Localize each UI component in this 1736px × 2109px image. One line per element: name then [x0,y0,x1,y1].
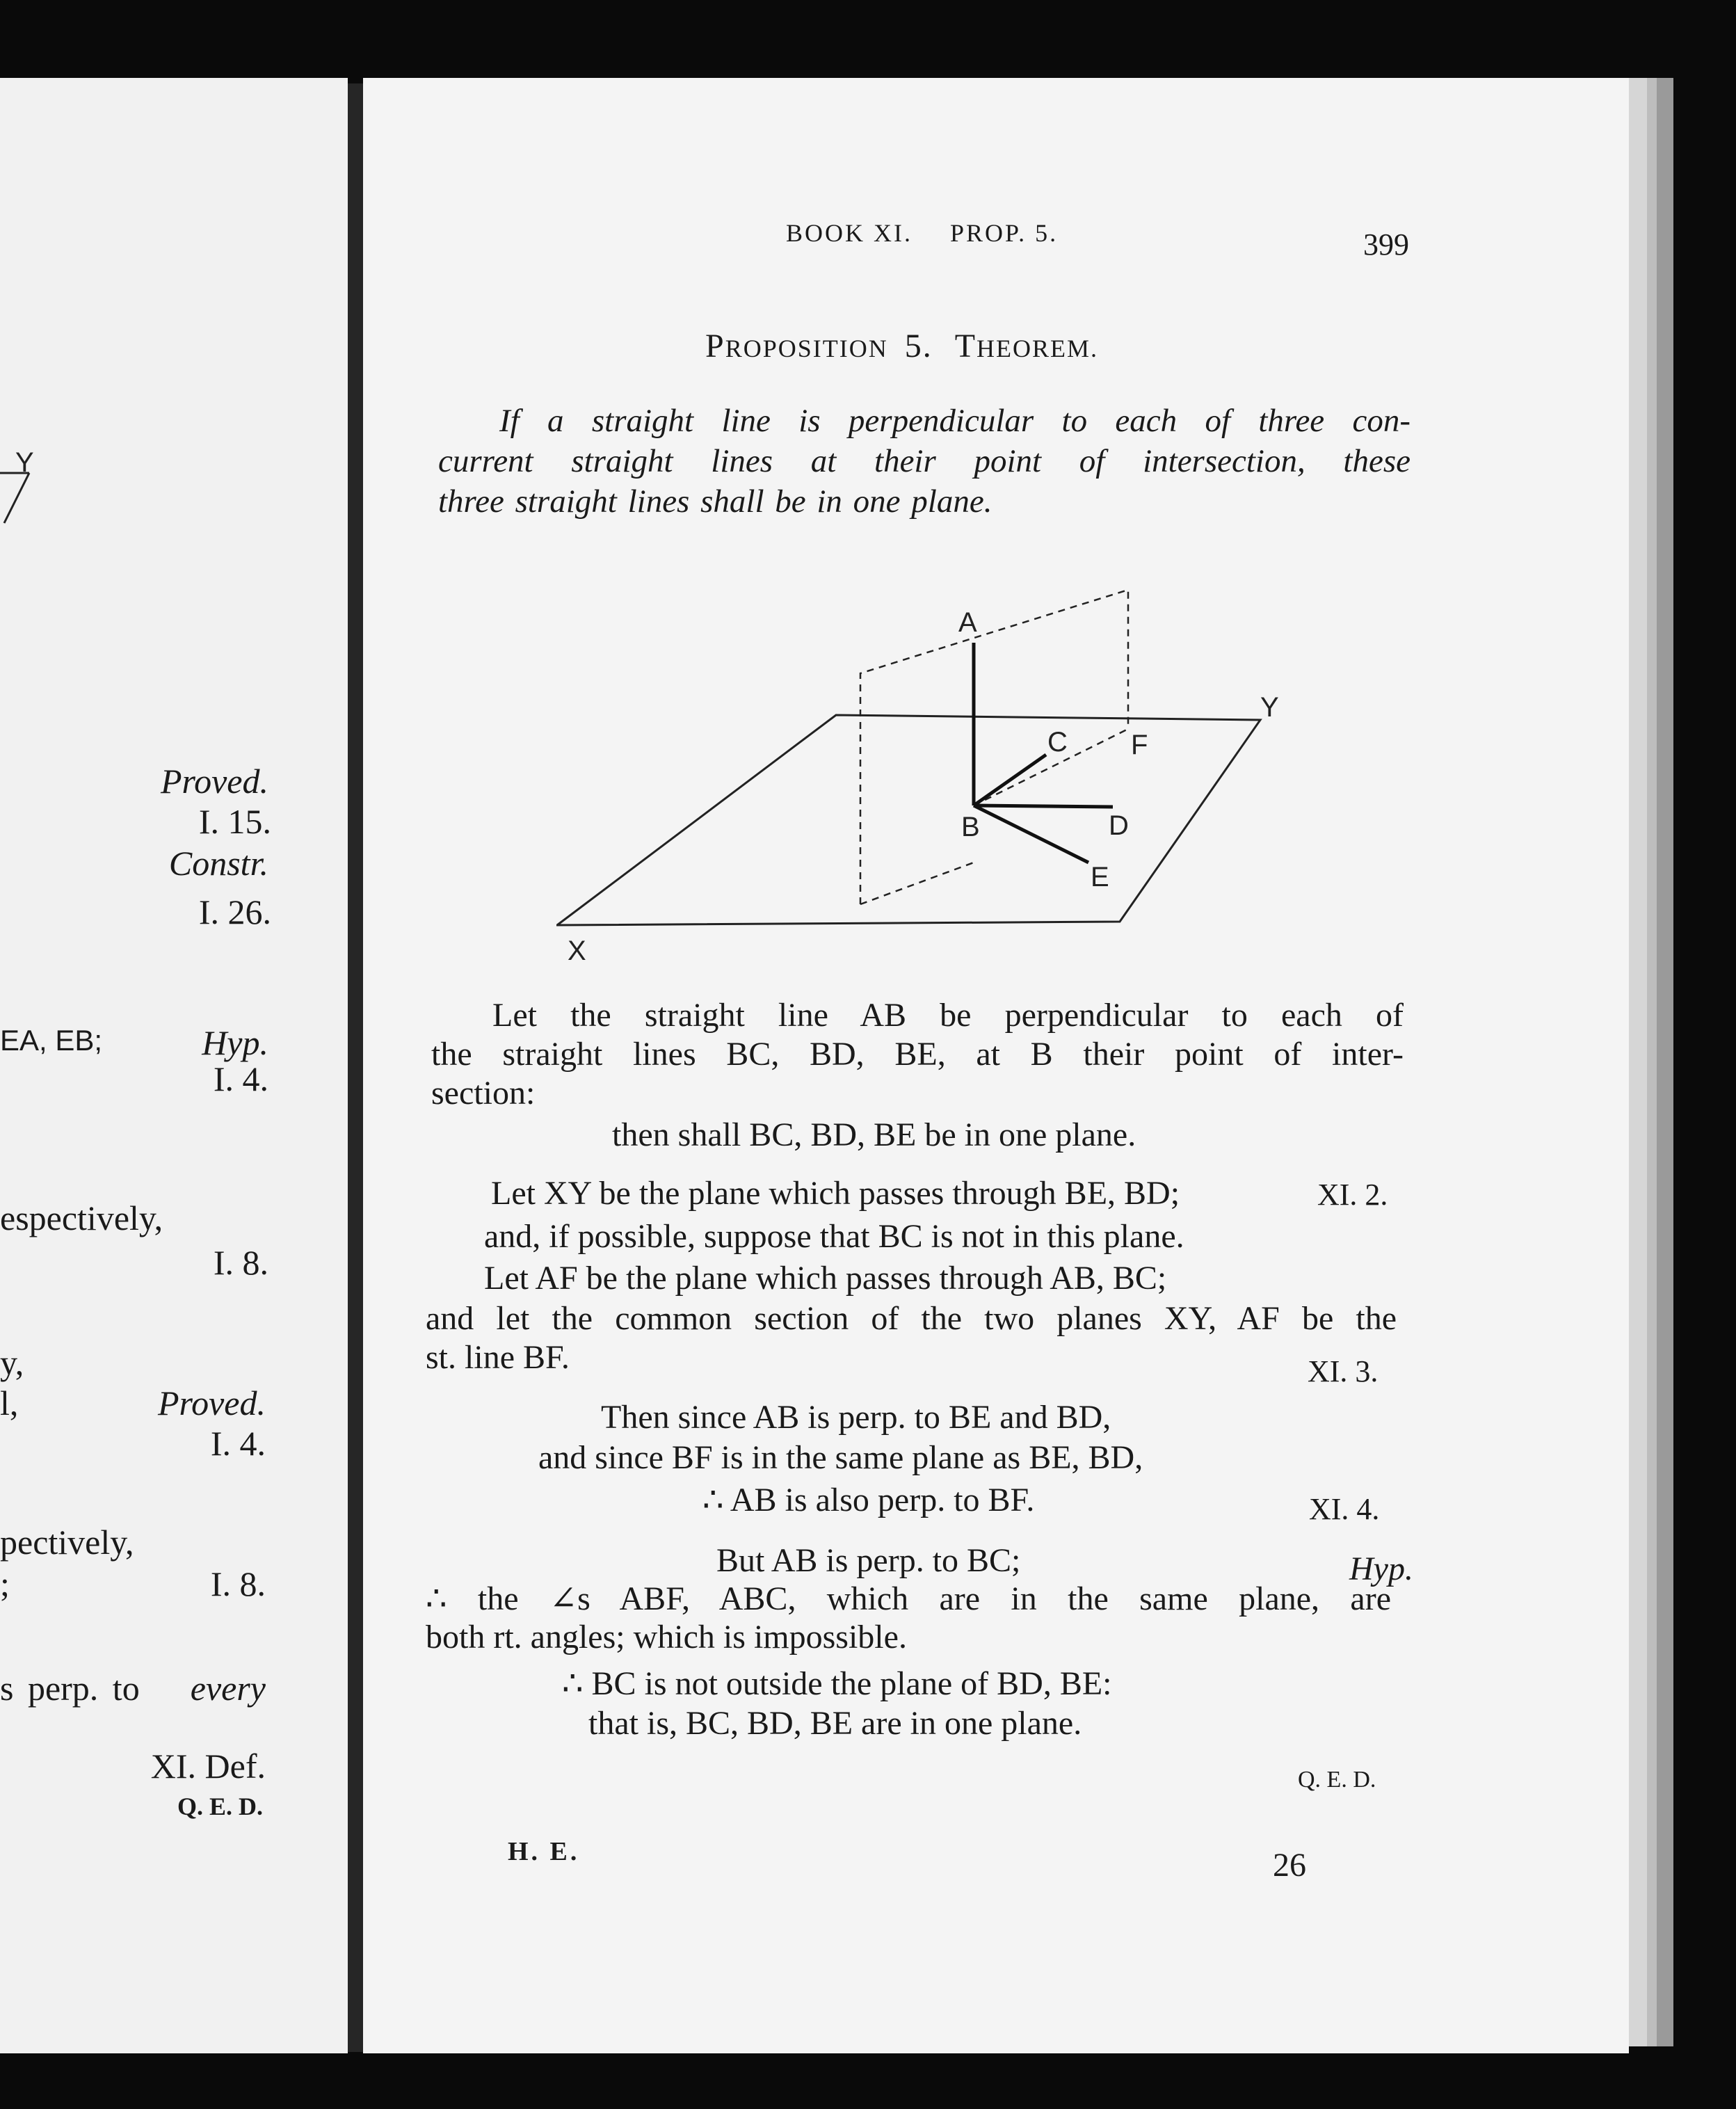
margin-note: I. 4. [210,1424,266,1463]
label-b: B [961,812,980,842]
reference: XI. 3. [1308,1354,1379,1388]
body-line: ∴ BC is not outside the plane of BD, BE: [562,1665,1112,1702]
left-text-fragment: EA, EB; [0,1024,103,1057]
plane-af [860,590,1128,904]
body-line: and let the common section of the two planes XY, AF be the [426,1300,1397,1337]
title-word: ROPOSITION [725,335,888,362]
body-line: Then since AB is perp. to BE and BD, [601,1399,1111,1436]
left-text-fragment: ; [0,1564,10,1603]
margin-note: I. 15. [198,802,271,841]
margin-note: Proved. [157,1384,266,1422]
margin-note: I. 4. [213,1059,268,1098]
margin-note: I. 26. [198,892,271,931]
page-edges [1647,78,1657,2046]
margin-note: Hyp. [202,1023,268,1062]
body-line: and, if possible, suppose that BC is not in this plane. [484,1218,1184,1255]
enunciation-line: If a straight line is perpendicular to each of three con- [499,403,1410,439]
body-line: But AB is perp. to BC; [716,1542,1021,1579]
reference: XI. 4. [1309,1492,1380,1526]
margin-note: Proved. [160,762,268,801]
running-header-book: BOOK XI. [786,219,913,247]
reference: XI. 2. [1317,1178,1388,1212]
left-figure-fragment [0,445,63,529]
title-number: 5. [904,328,933,364]
body-line: that is, BC, BD, BE are in one plane. [588,1705,1082,1742]
title-kind: HEOREM. [976,335,1099,362]
body-line: Let XY be the plane which passes through BE, BD; [491,1175,1180,1212]
label-y: Y [1260,692,1279,723]
body-line: the straight lines BC, BD, BE, at B their point of inter- [431,1036,1404,1073]
line-be [974,805,1088,863]
title-kind-initial: T [954,328,977,364]
left-text-fragment: y, [0,1343,24,1382]
line-bc [974,755,1046,805]
page-edges [1629,78,1647,2046]
margin-note: I. 8. [210,1564,266,1603]
page-edges [1657,78,1673,2046]
signature-mark: H. E. [508,1837,580,1866]
enunciation-line: three straight lines shall be in one plane. [438,483,992,520]
sheet-number: 26 [1273,1847,1306,1884]
label-d: D [1109,810,1129,841]
plane-xy [557,715,1260,925]
margin-note: Constr. [168,844,268,883]
left-text-fragment: l, [0,1384,19,1422]
running-header-prop: PROP. 5. [950,219,1059,247]
body-line: st. line BF. [426,1339,570,1376]
left-qed: Q. E. D. [177,1793,263,1820]
left-text-fragment: every [190,1669,266,1708]
enunciation-line: current straight lines at their point of intersection, these [438,443,1410,479]
page-number: 399 [1363,227,1409,262]
label-a: A [958,607,977,638]
body-line: then shall BC, BD, BE be in one plane. [612,1116,1136,1153]
title-initial: P [705,328,725,364]
section-lower [860,863,974,904]
label-e: E [1091,862,1109,892]
label-x: X [568,936,586,966]
qed: Q. E. D. [1298,1767,1376,1793]
margin-note: I. 8. [213,1243,268,1282]
body-line: ∴ the ∠s ABF, ABC, which are in the same plane, are [426,1580,1391,1617]
label-f: F [1131,730,1148,760]
left-figure-label-y: Y [15,447,34,478]
proposition-title [705,327,1098,365]
reference: Hyp. [1349,1550,1413,1587]
body-line: ∴ AB is also perp. to BF. [702,1482,1035,1518]
body-line: both rt. angles; which is impossible. [426,1619,907,1655]
body-line: Let AF be the plane which passes through AB, BC; [484,1260,1167,1297]
book-gutter [348,83,363,2052]
body-line: and since BF is in the same plane as BE, BD, [538,1439,1143,1476]
left-text-fragment: espectively, [0,1198,163,1237]
geometry-figure [556,577,1287,967]
line-bd [974,805,1113,807]
body-line: Let the straight line AB be perpendicular to each of [492,997,1404,1034]
body-line: section: [431,1075,536,1112]
left-text-fragment: pectively, [0,1523,134,1562]
label-c: C [1047,727,1068,757]
margin-note: XI. Def. [150,1747,266,1786]
left-text-fragment: s perp. to [0,1669,140,1708]
